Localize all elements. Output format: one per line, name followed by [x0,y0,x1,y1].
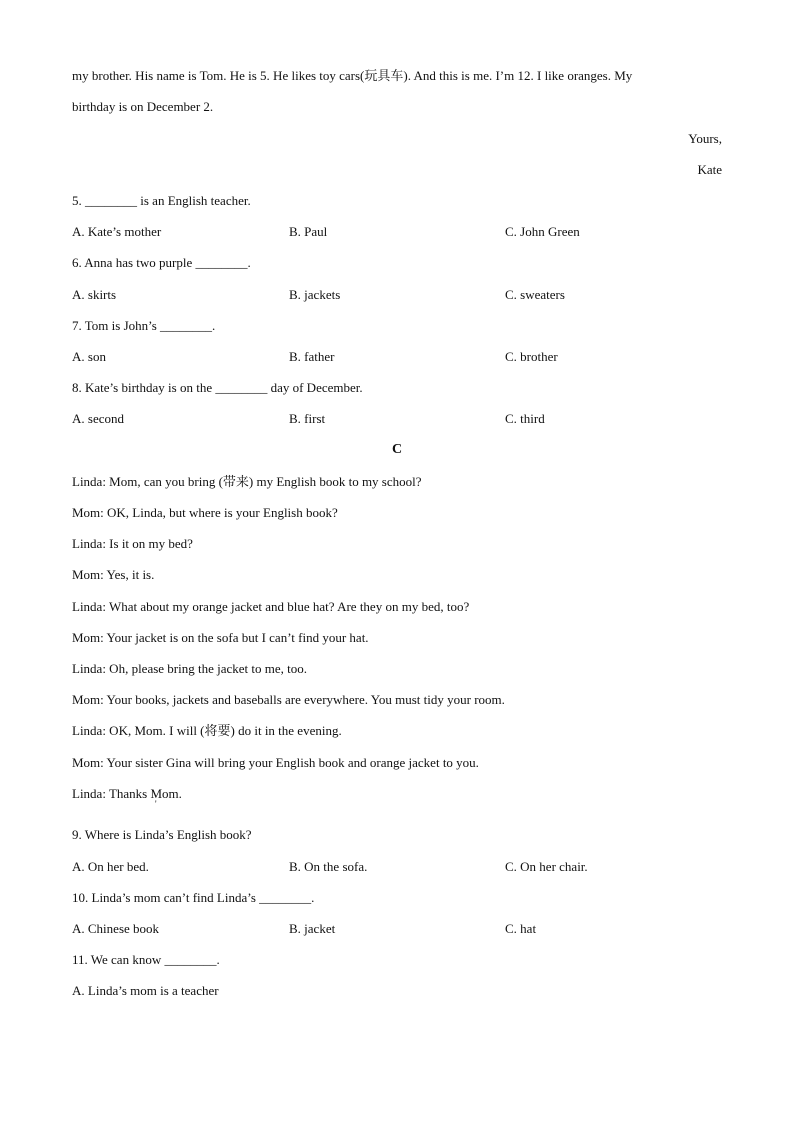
option-a: A. Kate’s mother [72,224,162,239]
option-a: A. On her bed. [72,859,149,874]
question-8-stem: 8. Kate’s birthday is on the ________ day of December. [72,380,363,395]
option-c: C. On her chair. [505,859,588,874]
dialogue-line: Mom: Your jacket is on the sofa but I can’t find your hat. [72,630,369,645]
letter-line-2: birthday is on December 2. [72,99,214,114]
question-9-options [72,859,722,875]
option-c: C. third [505,411,545,426]
question-11-option-a: A. Linda’s mom is a teacher [72,983,219,998]
option-a: A. son [72,349,106,364]
dialogue-line: Mom: Your books, jackets and baseballs are everywhere. You must tidy your room. [72,692,505,707]
dialogue-line: Linda: What about my orange jacket and blue hat? Are they on my bed, too? [72,599,470,614]
question-7-options [72,349,722,365]
question-11-stem: 11. We can know ________. [72,952,220,967]
question-5-stem: 5. ________ is an English teacher. [72,193,251,208]
option-c: C. hat [505,921,537,936]
question-8-options [72,411,722,427]
option-c: C. John Green [505,224,580,239]
option-b: B. father [289,349,335,364]
dialogue-line: Linda: Thanks Mom. [72,786,182,801]
question-10-options [72,921,722,937]
question-7-stem: 7. Tom is John’s ________. [72,318,216,333]
question-6-options [72,287,722,303]
question-10-stem: 10. Linda’s mom can’t find Linda’s ________. [72,890,315,905]
option-a: A. second [72,411,124,426]
dialogue-line: Mom: Yes, it is. [72,567,155,582]
option-a: A. Chinese book [72,921,160,936]
letter-signature: Kate [697,162,722,177]
option-b: B. Paul [289,224,328,239]
dialogue-line: Linda: Oh, please bring the jacket to me, too. [72,661,308,676]
option-b: B. On the sofa. [289,859,368,874]
dialogue-line: Linda: OK, Mom. I will (将要) do it in the evening. [72,723,342,738]
option-b: B. jackets [289,287,341,302]
dialogue-line: Linda: Mom, can you bring (带来) my English book to my school? [72,474,422,489]
question-9-stem: 9. Where is Linda’s English book? [72,827,252,842]
letter-closing: Yours, [688,131,722,146]
letter-line-1: my brother. His name is Tom. He is 5. He likes toy cars(玩具车). And this is me. I’m 12. I like oranges. My [72,68,633,83]
option-b: B. first [289,411,326,426]
option-c: C. brother [505,349,558,364]
section-c-heading: C [391,442,403,457]
stray-mark: ' [155,799,157,809]
option-c: C. sweaters [505,287,565,302]
option-b: B. jacket [289,921,336,936]
dialogue-line: Mom: Your sister Gina will bring your English book and orange jacket to you. [72,755,479,770]
dialogue-line: Mom: OK, Linda, but where is your English book? [72,505,338,520]
dialogue-line: Linda: Is it on my bed? [72,536,193,551]
question-5-options [72,224,722,240]
option-a: A. skirts [72,287,117,302]
question-6-stem: 6. Anna has two purple ________. [72,255,251,270]
